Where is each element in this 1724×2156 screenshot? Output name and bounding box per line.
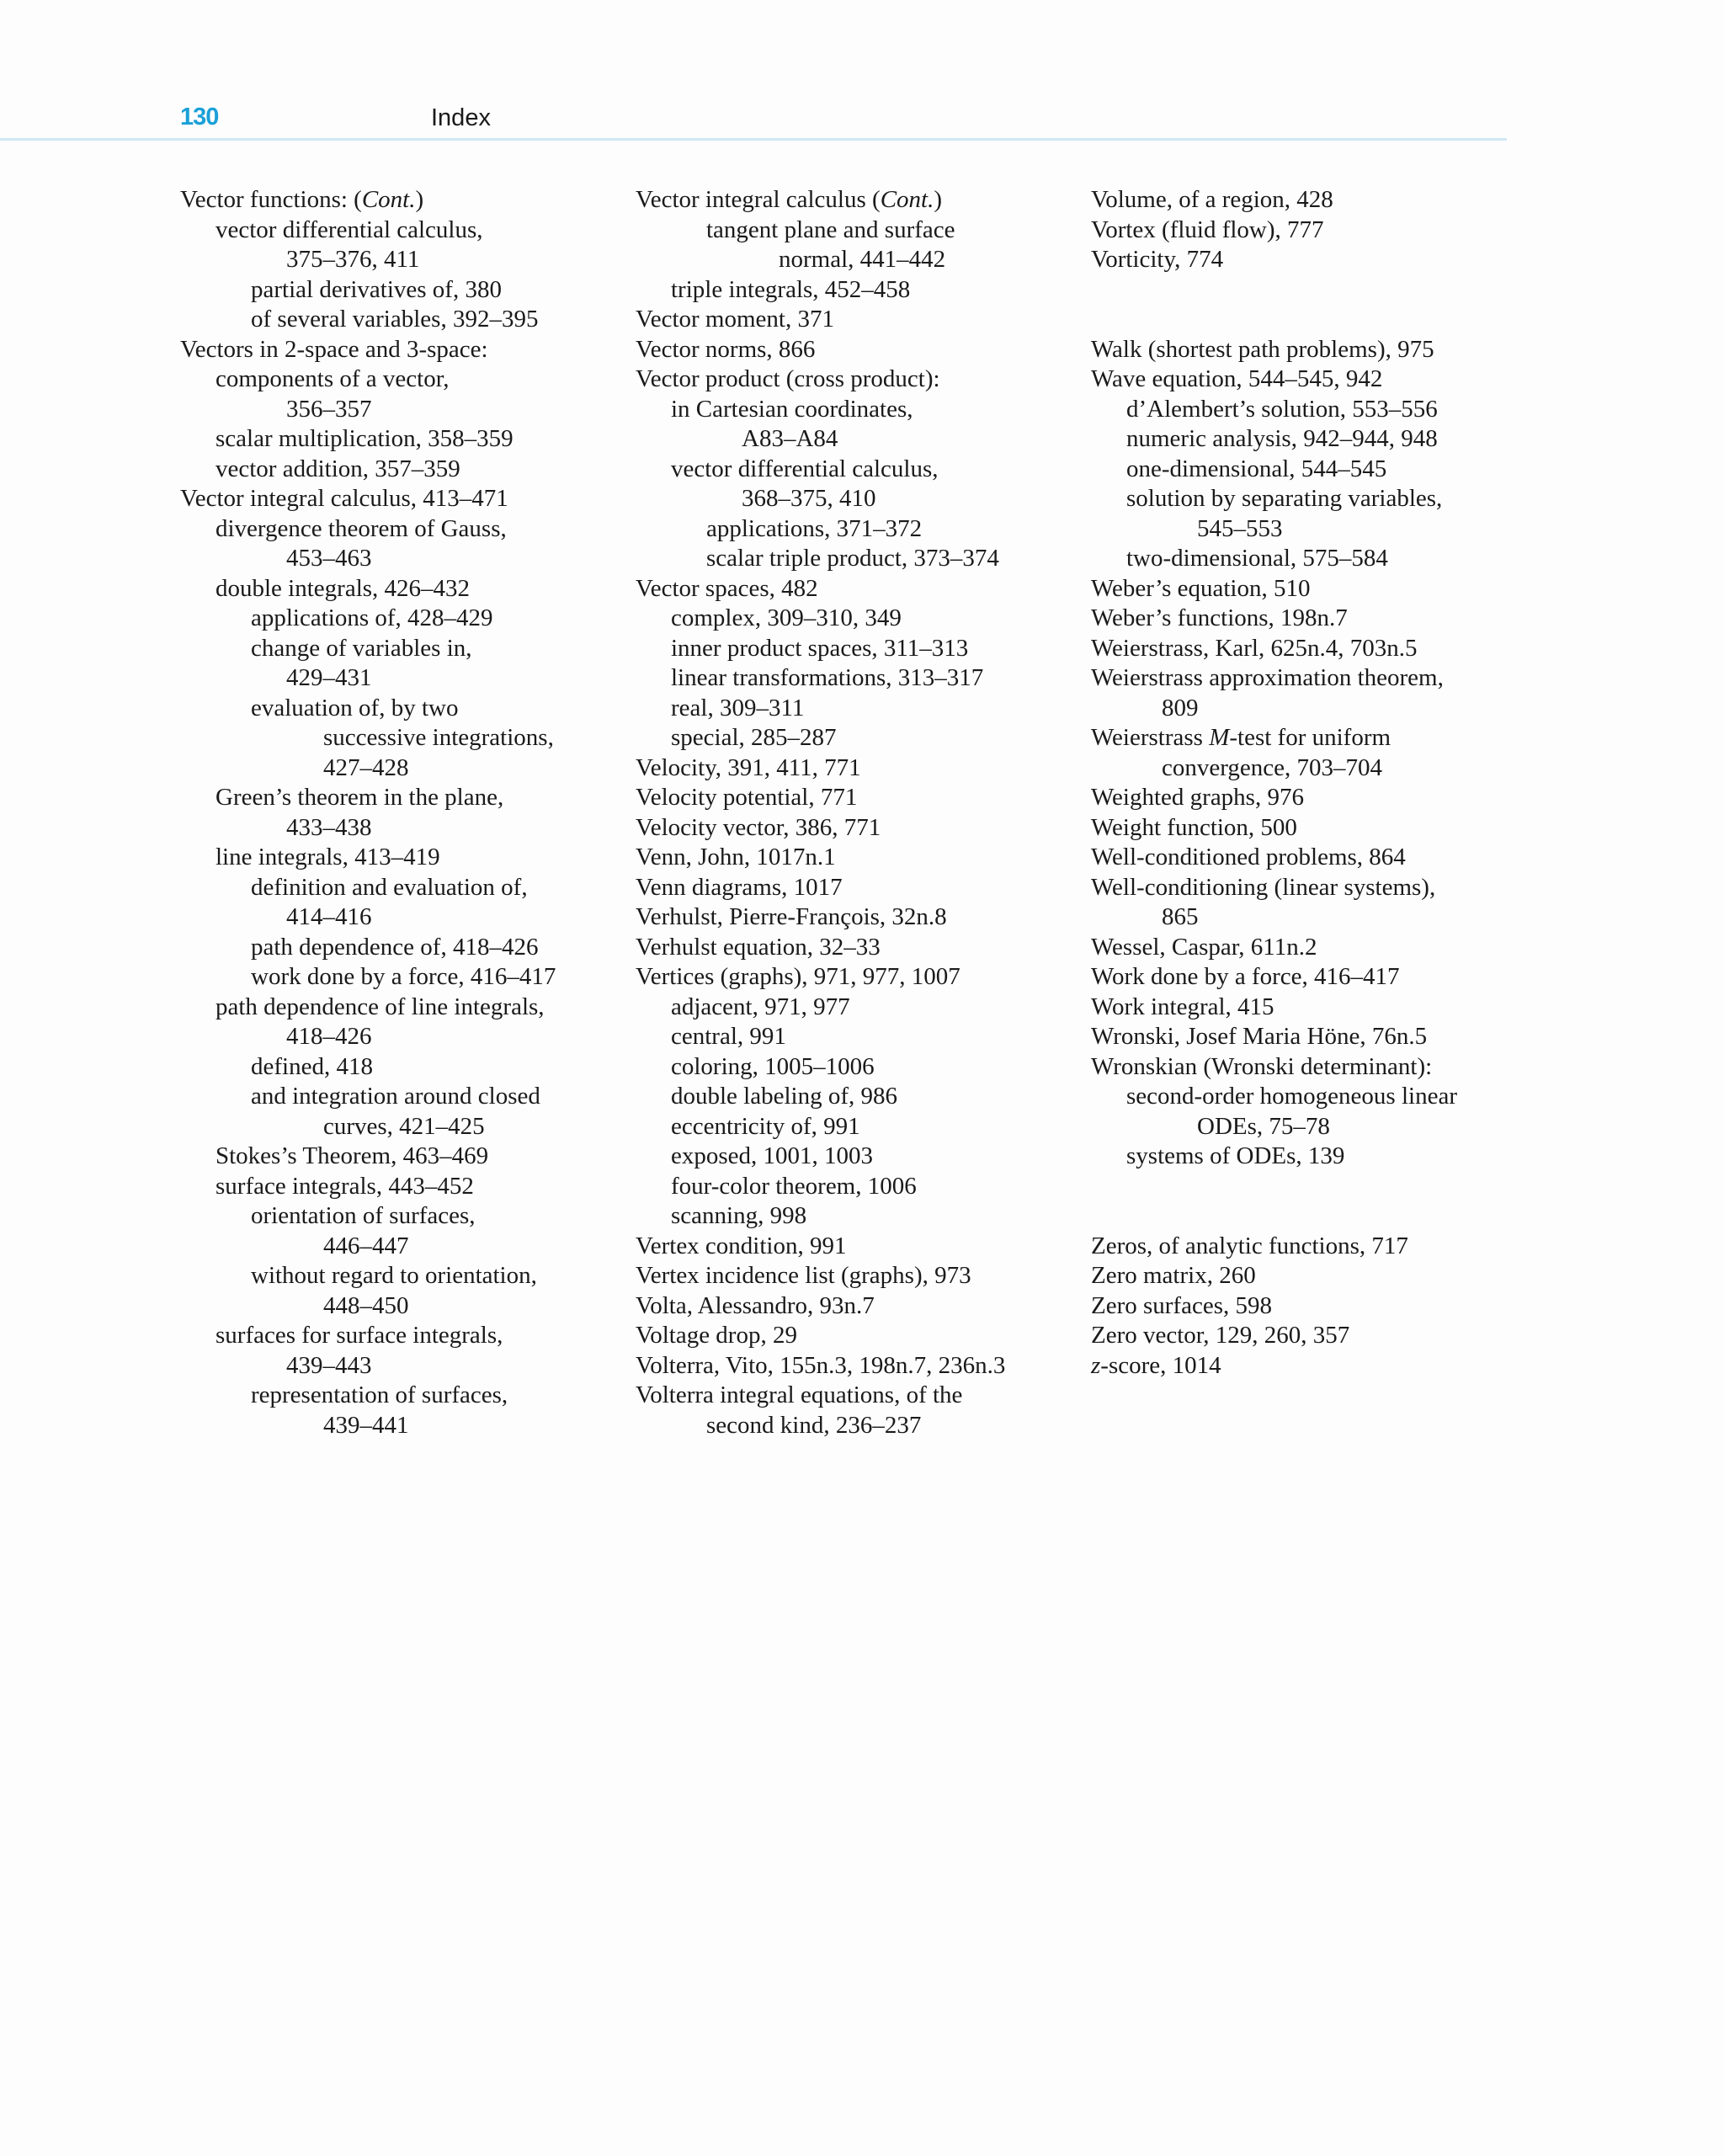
index-entry: Weighted graphs, 976 bbox=[1091, 784, 1304, 811]
index-entry: Venn, John, 1017n.1 bbox=[636, 844, 836, 870]
index-entry: Wessel, Caspar, 611n.2 bbox=[1091, 933, 1317, 961]
index-entry: Voltage drop, 29 bbox=[636, 1322, 797, 1349]
index-entry: evaluation of, by two bbox=[251, 694, 459, 721]
index-entry: Wronski, Josef Maria Höne, 76n.5 bbox=[1091, 1023, 1428, 1050]
index-entry: Vector moment, 371 bbox=[636, 306, 834, 333]
index-entry: 446–447 bbox=[323, 1232, 409, 1259]
index-entry: real, 309–311 bbox=[671, 694, 805, 721]
index-entry: special, 285–287 bbox=[671, 724, 837, 751]
index-entry: Wronskian (Wronski determinant): bbox=[1091, 1052, 1433, 1080]
index-entry: vector differential calculus, bbox=[671, 455, 939, 482]
index-entry: Vectors in 2-space and 3-space: bbox=[180, 335, 488, 363]
index-column-1 bbox=[180, 185, 626, 1440]
index-entry: triple integrals, 452–458 bbox=[671, 275, 911, 303]
index-entry: Vortex (fluid flow), 777 bbox=[1091, 216, 1324, 243]
index-entry: Walk (shortest path problems), 975 bbox=[1091, 335, 1434, 363]
index-entry: Vector product (cross product): bbox=[636, 365, 940, 392]
index-entry: path dependence of, 418–426 bbox=[251, 933, 539, 961]
index-entry: Work integral, 415 bbox=[1091, 993, 1274, 1020]
index-entry: z-score, 1014 bbox=[1091, 1351, 1221, 1379]
index-entry: partial derivatives of, 380 bbox=[251, 275, 502, 303]
index-entry: Weight function, 500 bbox=[1091, 813, 1297, 841]
index-entry: Vector functions: (Cont.) bbox=[180, 186, 424, 213]
letter-group-spacer bbox=[1091, 275, 1562, 335]
index-entry: tangent plane and surface bbox=[706, 216, 955, 243]
index-entry: 429–431 bbox=[286, 664, 372, 691]
index-entry: d’Alembert’s solution, 553–556 bbox=[1126, 395, 1438, 423]
index-entry: work done by a force, 416–417 bbox=[251, 963, 556, 990]
index-entry: 427–428 bbox=[323, 753, 409, 781]
index-entry: in Cartesian coordinates, bbox=[671, 395, 913, 423]
index-entry: Vertex condition, 991 bbox=[636, 1232, 847, 1259]
index-entry: 448–450 bbox=[323, 1291, 409, 1319]
index-entry: 439–441 bbox=[323, 1411, 409, 1439]
index-entry: scanning, 998 bbox=[671, 1202, 807, 1229]
index-entry: double integrals, 426–432 bbox=[216, 574, 471, 602]
index-entry: 375–376, 411 bbox=[286, 246, 420, 273]
index-entry: divergence theorem of Gauss, bbox=[216, 514, 507, 542]
index-entry: Venn diagrams, 1017 bbox=[636, 873, 843, 901]
index-entry: A83–A84 bbox=[742, 425, 838, 452]
index-entry: Zeros, of analytic functions, 717 bbox=[1091, 1232, 1408, 1259]
index-entry: solution by separating variables, bbox=[1126, 485, 1443, 512]
index-column-3 bbox=[1091, 185, 1562, 1381]
index-entry: ODEs, 75–78 bbox=[1197, 1112, 1330, 1140]
index-entry: path dependence of line integrals, bbox=[216, 993, 545, 1020]
index-entry: Vector spaces, 482 bbox=[636, 574, 818, 602]
index-entry: vector differential calculus, bbox=[216, 216, 483, 243]
index-entry: Zero matrix, 260 bbox=[1091, 1262, 1256, 1289]
index-entry: adjacent, 971, 977 bbox=[671, 993, 850, 1020]
index-entry: inner product spaces, 311–313 bbox=[671, 634, 969, 662]
index-entry: Work done by a force, 416–417 bbox=[1091, 963, 1400, 990]
running-title: Index bbox=[431, 104, 491, 131]
header-rule bbox=[0, 138, 1507, 141]
index-entry: applications, 371–372 bbox=[706, 514, 923, 542]
index-entry: complex, 309–310, 349 bbox=[671, 604, 902, 631]
index-entry: surfaces for surface integrals, bbox=[216, 1322, 503, 1349]
index-entry: defined, 418 bbox=[251, 1052, 373, 1080]
index-column-2 bbox=[636, 185, 1082, 1440]
index-entry: 418–426 bbox=[286, 1023, 372, 1050]
index-entry: Verhulst, Pierre-François, 32n.8 bbox=[636, 903, 947, 930]
index-entry: Zero vector, 129, 260, 357 bbox=[1091, 1322, 1350, 1349]
index-entry: Zero surfaces, 598 bbox=[1091, 1291, 1272, 1319]
index-entry: 865 bbox=[1162, 903, 1199, 930]
index-entry: Volta, Alessandro, 93n.7 bbox=[636, 1291, 875, 1319]
index-entry: curves, 421–425 bbox=[323, 1112, 485, 1140]
index-entry: Volume, of a region, 428 bbox=[1091, 186, 1333, 213]
index-entry: four-color theorem, 1006 bbox=[671, 1172, 917, 1200]
letter-group-spacer bbox=[1091, 1172, 1562, 1232]
index-entry: Wave equation, 544–545, 942 bbox=[1091, 365, 1383, 392]
index-entry: Weber’s functions, 198n.7 bbox=[1091, 604, 1348, 631]
index-entry: Velocity potential, 771 bbox=[636, 784, 858, 811]
index-entry: successive integrations, bbox=[323, 724, 554, 751]
index-entry: one-dimensional, 544–545 bbox=[1126, 455, 1387, 482]
index-entry: applications of, 428–429 bbox=[251, 604, 493, 631]
index-entry: definition and evaluation of, bbox=[251, 873, 528, 901]
index-entry: 453–463 bbox=[286, 545, 372, 572]
index-entry: two-dimensional, 575–584 bbox=[1126, 545, 1388, 572]
index-entry: Vertices (graphs), 971, 977, 1007 bbox=[636, 963, 960, 990]
page-header bbox=[0, 0, 1507, 143]
index-entry: and integration around closed bbox=[251, 1083, 540, 1110]
index-entry: orientation of surfaces, bbox=[251, 1202, 476, 1229]
index-entry: Vorticity, 774 bbox=[1091, 246, 1224, 273]
index-entry: vector addition, 357–359 bbox=[216, 455, 460, 482]
index-entry: Well-conditioning (linear systems), bbox=[1091, 873, 1436, 901]
index-entry: second-order homogeneous linear bbox=[1126, 1083, 1457, 1110]
index-entry: central, 991 bbox=[671, 1023, 786, 1050]
index-entry: Vector norms, 866 bbox=[636, 335, 816, 363]
index-entry: surface integrals, 443–452 bbox=[216, 1172, 474, 1200]
page-number: 130 bbox=[180, 104, 219, 130]
index-entry: double labeling of, 986 bbox=[671, 1083, 898, 1110]
index-entry: Velocity, 391, 411, 771 bbox=[636, 753, 861, 781]
index-entry: exposed, 1001, 1003 bbox=[671, 1142, 874, 1169]
index-entry: change of variables in, bbox=[251, 634, 472, 662]
index-entry: 545–553 bbox=[1197, 514, 1283, 542]
index-entry: Weierstrass approximation theorem, bbox=[1091, 664, 1444, 691]
index-entry: scalar multiplication, 358–359 bbox=[216, 425, 513, 452]
index-entry: Volterra, Vito, 155n.3, 198n.7, 236n.3 bbox=[636, 1351, 1006, 1379]
index-entry: line integrals, 413–419 bbox=[216, 844, 440, 870]
index-entry: 368–375, 410 bbox=[742, 485, 876, 512]
index-entry: coloring, 1005–1006 bbox=[671, 1052, 875, 1080]
index-entry: scalar triple product, 373–374 bbox=[706, 545, 999, 572]
index-entry: without regard to orientation, bbox=[251, 1262, 537, 1289]
index-entry: components of a vector, bbox=[216, 365, 450, 392]
index-entry: 414–416 bbox=[286, 903, 372, 930]
index-entry: of several variables, 392–395 bbox=[251, 306, 539, 333]
index-entry: convergence, 703–704 bbox=[1162, 753, 1382, 781]
index-entry: normal, 441–442 bbox=[779, 246, 946, 273]
index-entry: Vector integral calculus (Cont.) bbox=[636, 186, 943, 213]
index-entry: Velocity vector, 386, 771 bbox=[636, 813, 881, 841]
index-entry: numeric analysis, 942–944, 948 bbox=[1126, 425, 1438, 452]
index-entry: systems of ODEs, 139 bbox=[1126, 1142, 1345, 1169]
index-entry: Vector integral calculus, 413–471 bbox=[180, 485, 508, 512]
index-entry: second kind, 236–237 bbox=[706, 1411, 922, 1439]
index-entry: eccentricity of, 991 bbox=[671, 1112, 860, 1140]
index-entry: Green’s theorem in the plane, bbox=[216, 784, 504, 811]
index-entry: 356–357 bbox=[286, 395, 372, 423]
index-entry: Weierstrass M-test for uniform bbox=[1091, 724, 1391, 751]
index-entry: Well-conditioned problems, 864 bbox=[1091, 844, 1406, 870]
index-entry: representation of surfaces, bbox=[251, 1381, 508, 1408]
index-entry: Stokes’s Theorem, 463–469 bbox=[216, 1142, 489, 1169]
index-entry: 809 bbox=[1162, 694, 1199, 721]
index-entry: Volterra integral equations, of the bbox=[636, 1381, 963, 1408]
index-entry: Weierstrass, Karl, 625n.4, 703n.5 bbox=[1091, 634, 1418, 662]
index-entry: Vertex incidence list (graphs), 973 bbox=[636, 1262, 971, 1289]
index-entry: linear transformations, 313–317 bbox=[671, 664, 984, 691]
index-entry: 433–438 bbox=[286, 813, 372, 841]
index-entry: 439–443 bbox=[286, 1351, 372, 1379]
index-entry: Weber’s equation, 510 bbox=[1091, 574, 1311, 602]
index-entry: Verhulst equation, 32–33 bbox=[636, 933, 881, 961]
